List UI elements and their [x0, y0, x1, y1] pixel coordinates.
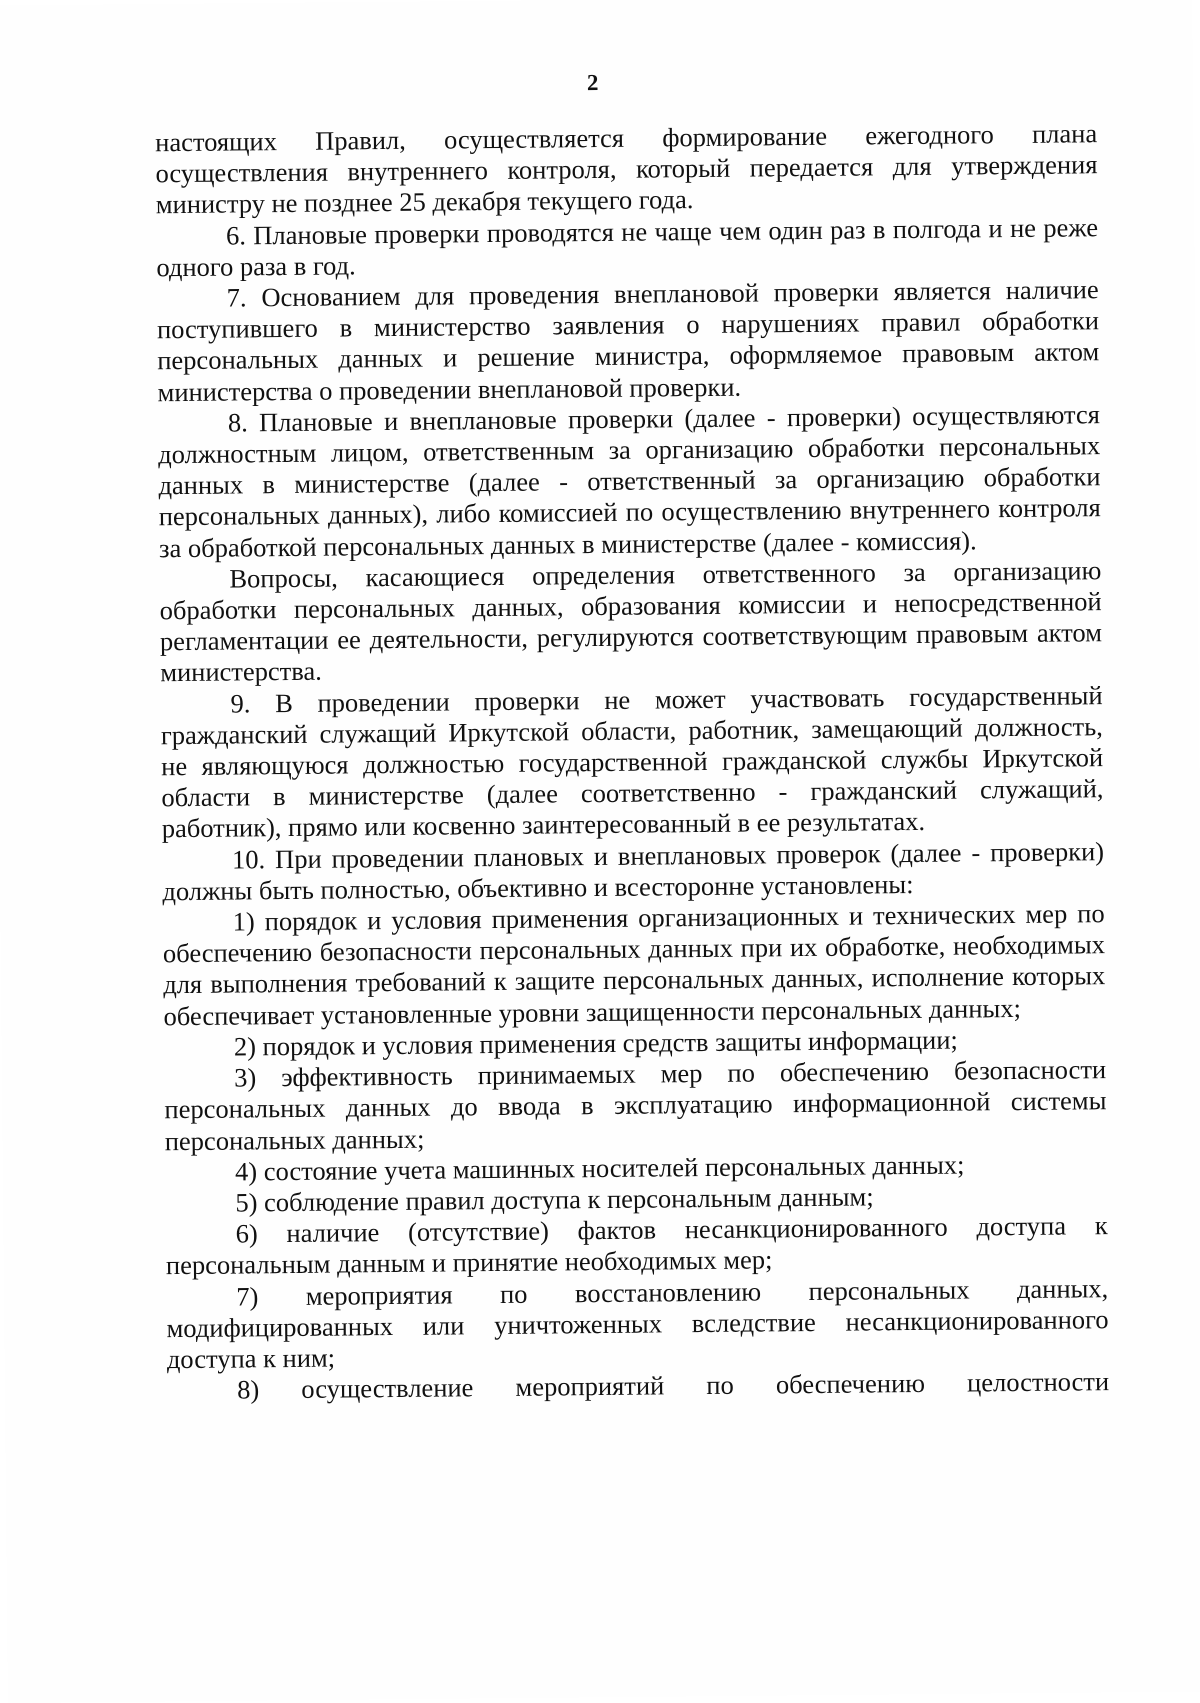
paragraph-item-8: 8. Плановые и внеплановые проверки (далее - проверки) осуществляются должностным лицом, ответственным за организацию обработки персональных данных в министерстве (далее - ответственный за организацию обработки персональных данных), либо комиссией по осуществлению внутреннего контроля за обработкой персональных данных в министерстве (далее - комиссия). [158, 399, 1101, 563]
list-item-2: 2) порядок и условия применения средств защиты информации; [233, 1024, 958, 1062]
list-item-5: 5) соблюдение правил доступа к персональным данным; [235, 1181, 874, 1218]
paragraph-continuation: настоящих Правил, осуществляется формирование ежегодного плана осуществления внутреннего контроля, который передается для утверждения министру не позднее 25 декабря текущего года. [155, 118, 1098, 220]
list-item-7: 7) мероприятия по восстановлению персональных данных, модифицированных или уничтоженных вследствие несанкционированного доступа к ним; [166, 1272, 1109, 1375]
list-item-3: 3) эффективность принимаемых мер по обеспечению безопасности персональных данных до ввода в эксплуатацию информационной системы персональных данных; [164, 1054, 1107, 1156]
paragraph-item-9: 9. В проведении проверки не может участвовать государственный гражданский служащий Иркутской области, работник, замещающий должность, не являющуюся должностью государственной гражданской службы Иркутской области в министерстве (далее соответственно - гражданский служащий, работник), прямо или косвенно заинтересованный в ее результатах. [160, 679, 1104, 844]
page-number: 2 [586, 69, 599, 96]
paragraph-item-7: 7. Основанием для проведения внеплановой проверки является наличие поступившего в министерство заявления о нарушениях правил обработки персональных данных и решение министра, оформляемое правовым актом министерства о проведении внеплановой проверки. [156, 274, 1100, 407]
list-item-8: 8) осуществление мероприятий по обеспечению целостности [237, 1366, 1110, 1405]
list-item-4: 4) состояние учета машинных носителей персональных данных; [234, 1149, 965, 1187]
document-body [155, 118, 1109, 1406]
paragraph-questions: Вопросы, касающиеся определения ответственного за организацию обработки персональных данных, образования комиссии и непосредственной регламентации ее деятельности, регулируются соответствующим правовым актом министерства. [159, 555, 1103, 688]
paragraph-item-10: 10. При проведении плановых и внеплановых проверок (далее - проверки) должны быть полностью, объективно и всесторонне установлены: [162, 835, 1105, 907]
list-item-1: 1) порядок и условия применения организационных и технических мер по обеспечению безопасности персональных данных при их обработке, необходимых для выполнения требований к защите персональных данных, исполнение которых обеспечивает установленные уровни защищенности персональных данных; [162, 898, 1106, 1031]
list-item-6: 6) наличие (отсутствие) фактов несанкционированного доступа к персональным данным и принятие необходимых мер; [165, 1210, 1108, 1281]
paragraph-item-6: 6. Плановые проверки проводятся не чаще чем один раз в полгода и не реже одного раза в год. [156, 211, 1099, 283]
